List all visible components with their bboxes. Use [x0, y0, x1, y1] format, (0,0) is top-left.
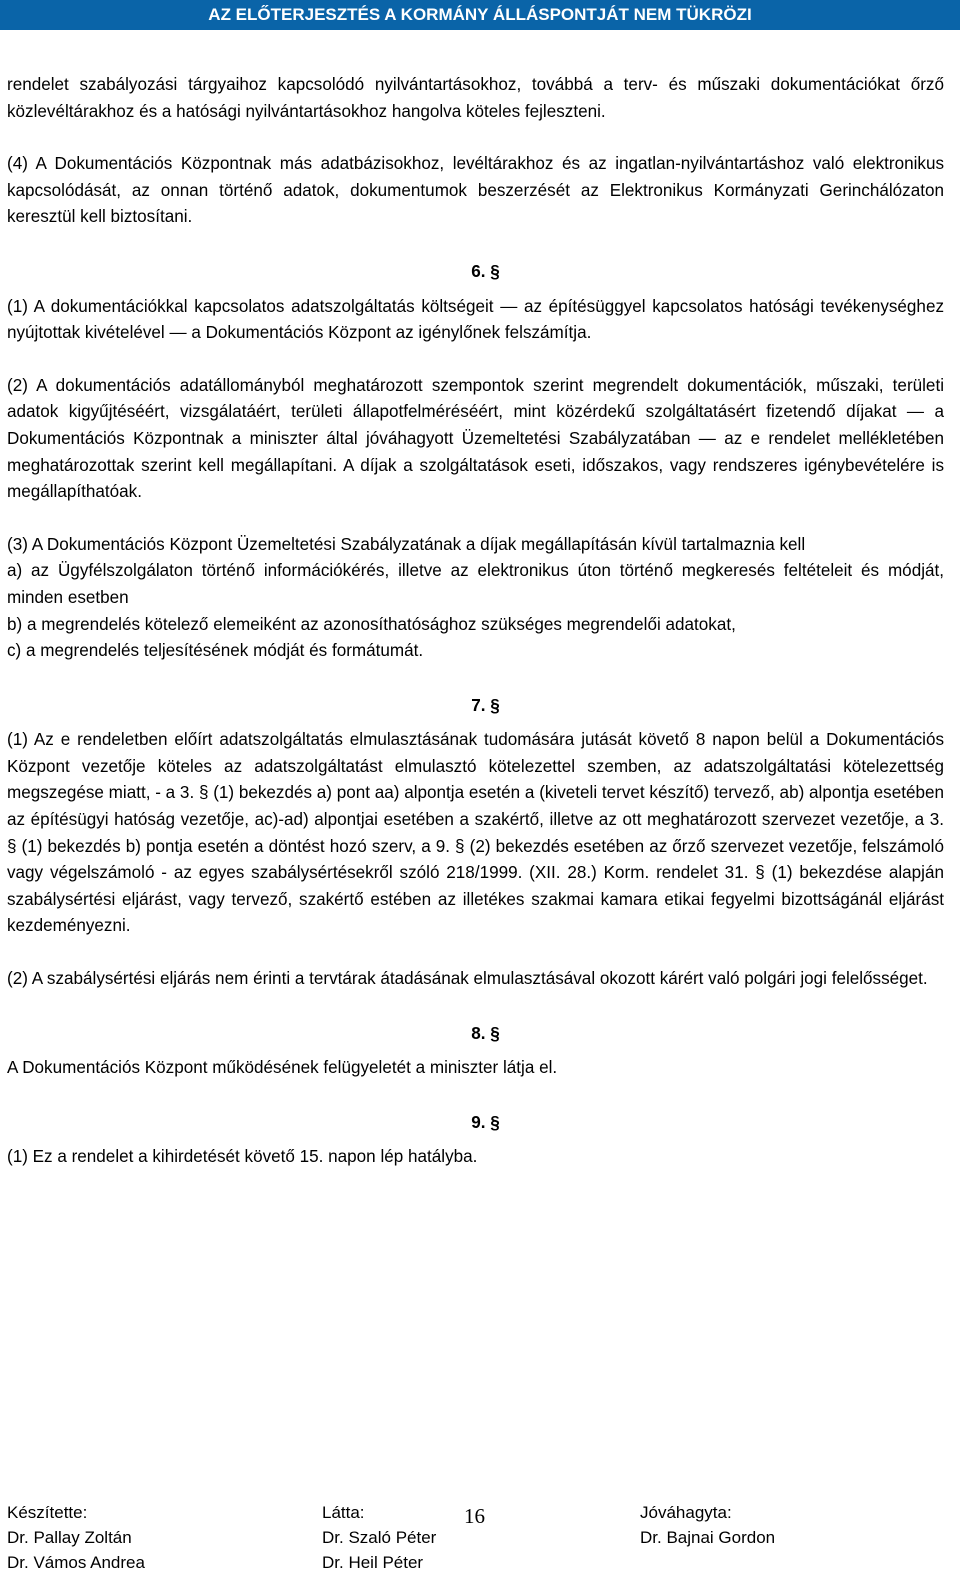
section-heading-8: 8. § — [471, 1023, 500, 1043]
paragraph-6-1: (1) A dokumentációkkal kapcsolatos adatszolgáltatás költségeit — az építésüggyel kapcsolatos hatósági tevékenységhez nyújtottak kivételével — a Dokumentációs Központ az igénylőnek felszámítja. — [7, 296, 944, 343]
footer-seen-column — [322, 1500, 436, 1575]
paragraph-8: A Dokumentációs Központ működésének felügyeletét a miniszter látja el. — [7, 1058, 558, 1078]
document-body — [7, 72, 944, 1171]
paragraph-5-4: (4) A Dokumentációs Központnak más adatbázisokhoz, levéltárakhoz és az ingatlan-nyilvántartáshoz való elektronikus kapcsolódását, az onnan történő adatok, dokumentumok beszerzését az Elektronikus Kormányzati Gerinchálózaton keresztül kell biztosítani. — [7, 154, 944, 227]
seen-name-2: Dr. Heil Péter — [322, 1553, 424, 1572]
paragraph-9-1: (1) Ez a rendelet a kihirdetését követő 15. napon lép hatályba. — [7, 1147, 478, 1167]
approved-name-1: Dr. Bajnai Gordon — [640, 1528, 776, 1547]
footer-approved-column — [640, 1500, 775, 1550]
footer-prepared-column — [7, 1500, 145, 1575]
section-heading-6: 6. § — [471, 261, 500, 281]
paragraph-7-1: (1) Az e rendeletben előírt adatszolgáltatás elmulasztásának tudomására jutását követő 8 napon belül a Dokumentációs Központ vezetője köteles az adatszolgáltatást elmulasztó kötelezettel szemben, az adatszolgáltatási kötelezettség megszegése miatt, - a 3. § (1) bekezdés a) pont aa) alpontja esetén a (kiveteli tervet készítő) tervező, ab) alpontja esetében az építésügyi hatóság vezetője, ac)-ad) alpontjai esetében a szakértő, illetve az ott meghatározott szervezet vezetője, a 3. § (1) bekezdés b) pontja esetén a döntést hozó szerv, a 9. § (2) bekezdés esetében az őrző szervezet vezetője, felszámoló vagy végelszámoló - az egyes szabálysértésekről szóló 218/1999. (XII. 28.) Korm. rendelet 31. § (1) bekezdése alapján szabálysértési eljárást, vagy tervező, szakértő estében az illetékes szakmai kamara etikai fegyelmi bizottságánál eljárást kezdeményezni. — [7, 730, 944, 936]
paragraph-6-3: (3) A Dokumentációs Központ Üzemeltetési Szabályzatának a díjak megállapításán kívül tartalmaznia kell — [7, 534, 806, 554]
prepared-name-1: Dr. Pallay Zoltán — [7, 1528, 132, 1547]
page-number: 16 — [464, 1504, 485, 1528]
section-heading-7: 7. § — [471, 695, 500, 715]
seen-label: Látta: — [322, 1503, 365, 1522]
section-heading-9: 9. § — [471, 1112, 500, 1132]
seen-name-1: Dr. Szaló Péter — [322, 1528, 437, 1547]
prepared-label: Készítette: — [7, 1503, 88, 1522]
paragraph-6-3-a: a) az Ügyfélszolgálaton történő információkérés, illetve az elektronikus úton történő megkeresés feltételeit és módját, minden esetben — [7, 561, 944, 607]
approved-label: Jóváhagyta: — [640, 1503, 732, 1522]
paragraph-6-3-c: c) a megrendelés teljesítésének módját és formátumát. — [7, 641, 424, 661]
header-title: AZ ELŐTERJESZTÉS A KORMÁNY ÁLLÁSPONTJÁT NEM TÜKRÖZI — [208, 5, 752, 24]
document-header-banner — [0, 0, 960, 30]
paragraph-7-2: (2) A szabálysértési eljárás nem érinti a tervtárak átadásának elmulasztásával okozott kárért való polgári jogi felelősséget. — [7, 969, 928, 989]
signature-footer — [0, 1500, 960, 1589]
paragraph-6-2: (2) A dokumentációs adatállományból meghatározott szempontok szerint megrendelt dokumentációk, műszaki, területi adatok kigyűjtéséért, vizsgálatáért, területi állapotfelméréséért, mint közérdekű szolgáltatásért fizetendő díjakat — a Dokumentációs Központnak a miniszter által jóváhagyott Üzemeltetési Szabályzatában — az e rendelet mellékletében meghatározottak szerint kell megállapítani. A díjak a szolgáltatások eseti, időszakos, vagy rendszeres igénybevételére is megállapíthatóak. — [7, 375, 944, 502]
paragraph-continued: rendelet szabályozási tárgyaihoz kapcsolódó nyilvántartásokhoz, továbbá a terv- és műszaki dokumentációkat őrző közlevéltárakhoz és a hatósági nyilvántartásokhoz hangolva köteles fejleszteni. — [7, 75, 944, 121]
prepared-name-2: Dr. Vámos Andrea — [7, 1553, 145, 1572]
paragraph-6-3-b: b) a megrendelés kötelező elemeiként az azonosíthatósághoz szükséges megrendelői adatokat, — [7, 614, 736, 634]
